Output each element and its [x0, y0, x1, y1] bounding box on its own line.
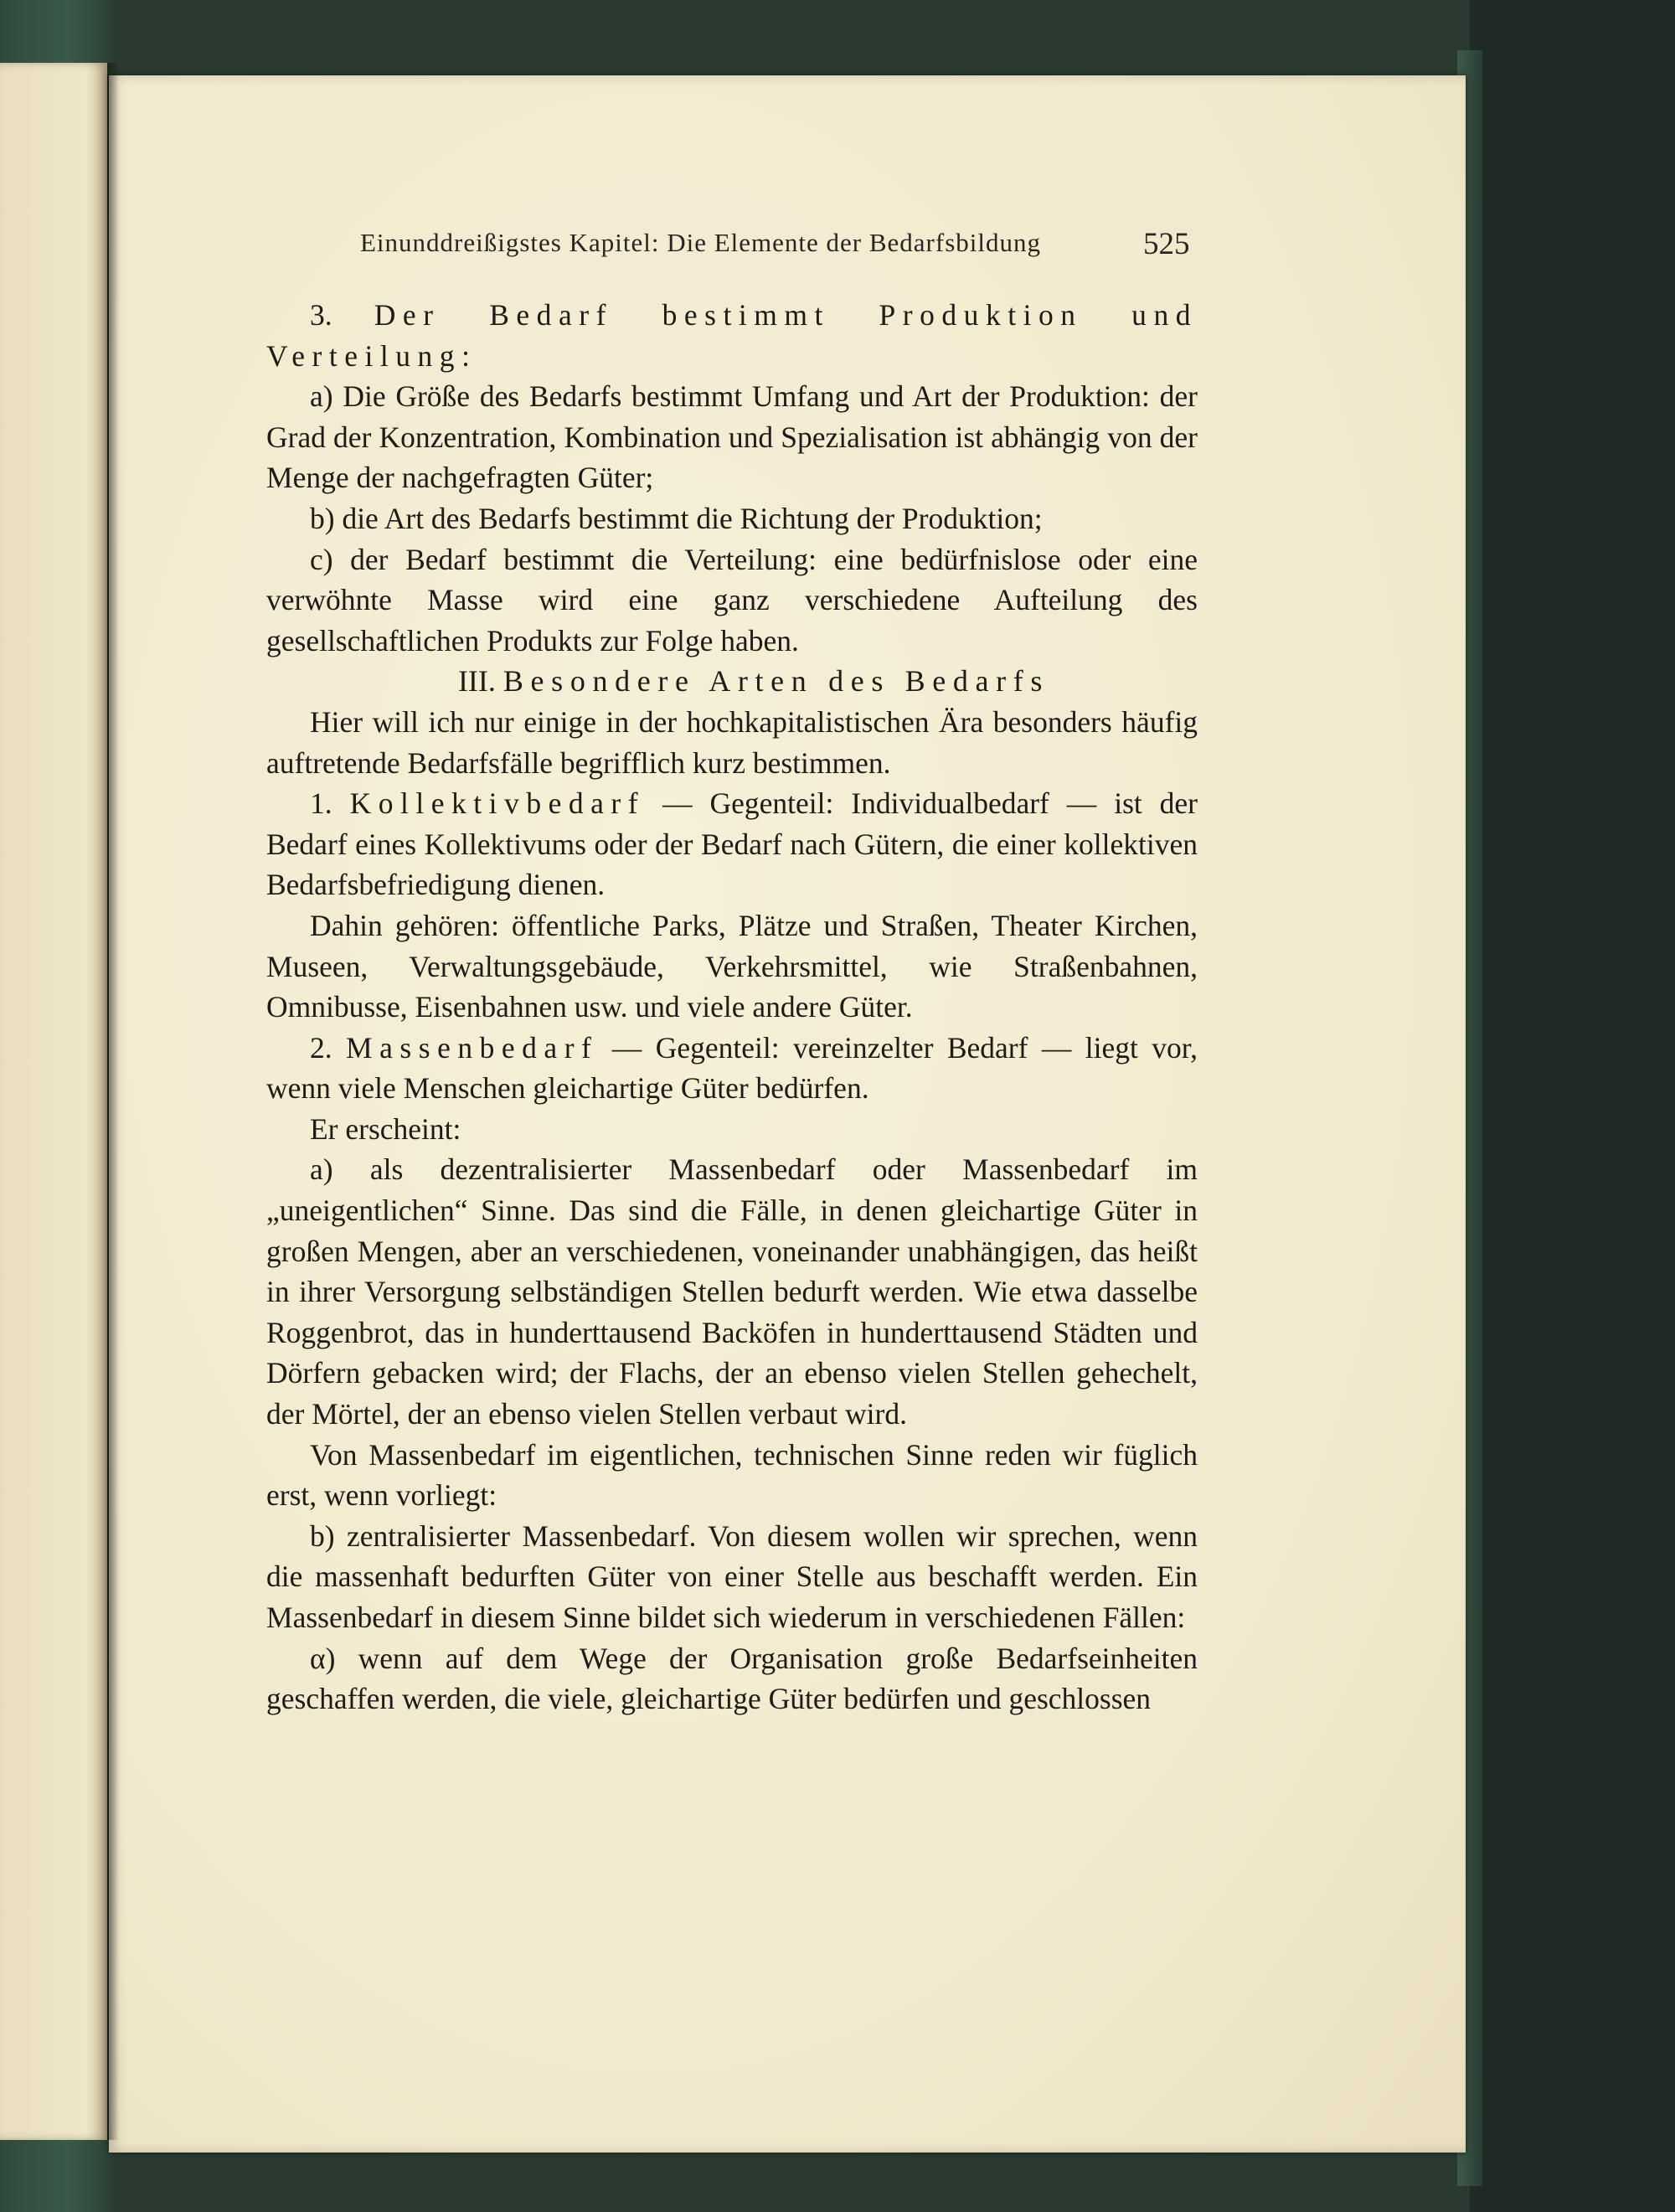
item-number: 2. — [310, 1030, 332, 1065]
paragraph-text: — Gegenteil: Individualbedarf — ist der Bedarf eines Kollektivums oder der Bedarf nach Gütern, die einer kollektiven Bedarfsbefriedigung dienen. — [266, 786, 1198, 902]
paragraph: Er erscheint: — [310, 1111, 461, 1146]
previous-page-edge — [0, 63, 107, 2140]
item-number: 3. — [310, 298, 332, 332]
paragraph: b) die Art des Bedarfs bestimmt die Richtung der Produktion; — [310, 501, 1043, 535]
paragraph: a) als dezentralisierter Massenbedarf oder Massenbedarf im „uneigentlichen“ Sinne. Das sind die Fälle, in denen gleichartige Güter in großen Mengen, aber an verschiedenen, voneinander unabhängigen, das heißt in ihrer Versorgung selbständigen Stellen bedurft werden. Wie etwa dasselbe Roggenbrot, das in hunderttausend Backöfen in hunderttausend Städten und Dörfern gebacken wird; der Flachs, der an ebenso vielen Stellen gehechelt, der Mörtel, der an ebenso vielen Stellen verbaut wird. — [266, 1152, 1198, 1431]
paragraph — [266, 295, 1198, 376]
paragraph — [266, 1028, 1198, 1109]
paragraph-text: — Gegenteil: vereinzelter Bedarf — liegt vor, wenn viele Menschen gleichartige Güter bedürfen. — [266, 1030, 1198, 1106]
paragraph: Dahin gehören: öffentliche Parks, Plätze und Straßen, Theater Kirchen, Museen, Verwaltungsgebäude, Verkehrsmittel, wie Straßenbahnen, Omnibusse, Eisenbahnen usw. und viele andere Güter. — [266, 908, 1198, 1024]
spaced-term: Der Bedarf bestimmt Produktion und Verteilung: — [266, 298, 1198, 373]
paragraph: a) Die Größe des Bedarfs bestimmt Umfang und Art der Produktion: der Grad der Konzentration, Kombination und Spezialisation ist abhängig von der Menge der nachgefragten Güter; — [266, 379, 1198, 495]
item-number: 1. — [310, 786, 332, 821]
page-number: 525 — [1143, 227, 1190, 261]
paragraph: b) zentralisierter Massenbedarf. Von diesem wollen wir sprechen, wenn die massenhaft bedurften Güter von einer Stelle aus beschafft werden. Ein Massenbedarf in diesem Sinne bildet sich wiederum in verschiedenen Fällen: — [266, 1518, 1198, 1634]
section-number: III. — [457, 664, 496, 699]
running-header: Einunddreißigstes Kapitel: Die Elemente der Bedarfsbildung — [360, 228, 1041, 257]
page-body — [266, 295, 1198, 1720]
spaced-term: Massenbedarf — [346, 1030, 599, 1065]
dark-background — [1470, 0, 1675, 2212]
spaced-term: Kollektivbedarf — [349, 786, 646, 821]
paragraph: α) wenn auf dem Wege der Organisation große Bedarfseinheiten geschaffen werden, die viele, gleichartige Güter bedürfen und geschlossen — [266, 1641, 1198, 1716]
paragraph: Von Massenbedarf im eigentlichen, technischen Sinne reden wir füglich erst, wenn vorliegt: — [266, 1437, 1198, 1513]
paragraph: Hier will ich nur einige in der hochkapitalistischen Ära besonders häufig auftretende Bedarfsfälle begrifflich kurz bestimmen. — [266, 704, 1198, 780]
paragraph — [266, 783, 1198, 905]
paragraph: c) der Bedarf bestimmt die Verteilung: eine bedürfnislose oder eine verwöhnte Masse wird eine ganz verschiedene Aufteilung des gesellschaftlichen Produkts zur Folge haben. — [266, 542, 1198, 657]
section-title: Besondere Arten des Bedarfs — [502, 664, 1050, 699]
spine-shadow — [107, 63, 119, 2140]
section-heading — [266, 661, 1198, 702]
